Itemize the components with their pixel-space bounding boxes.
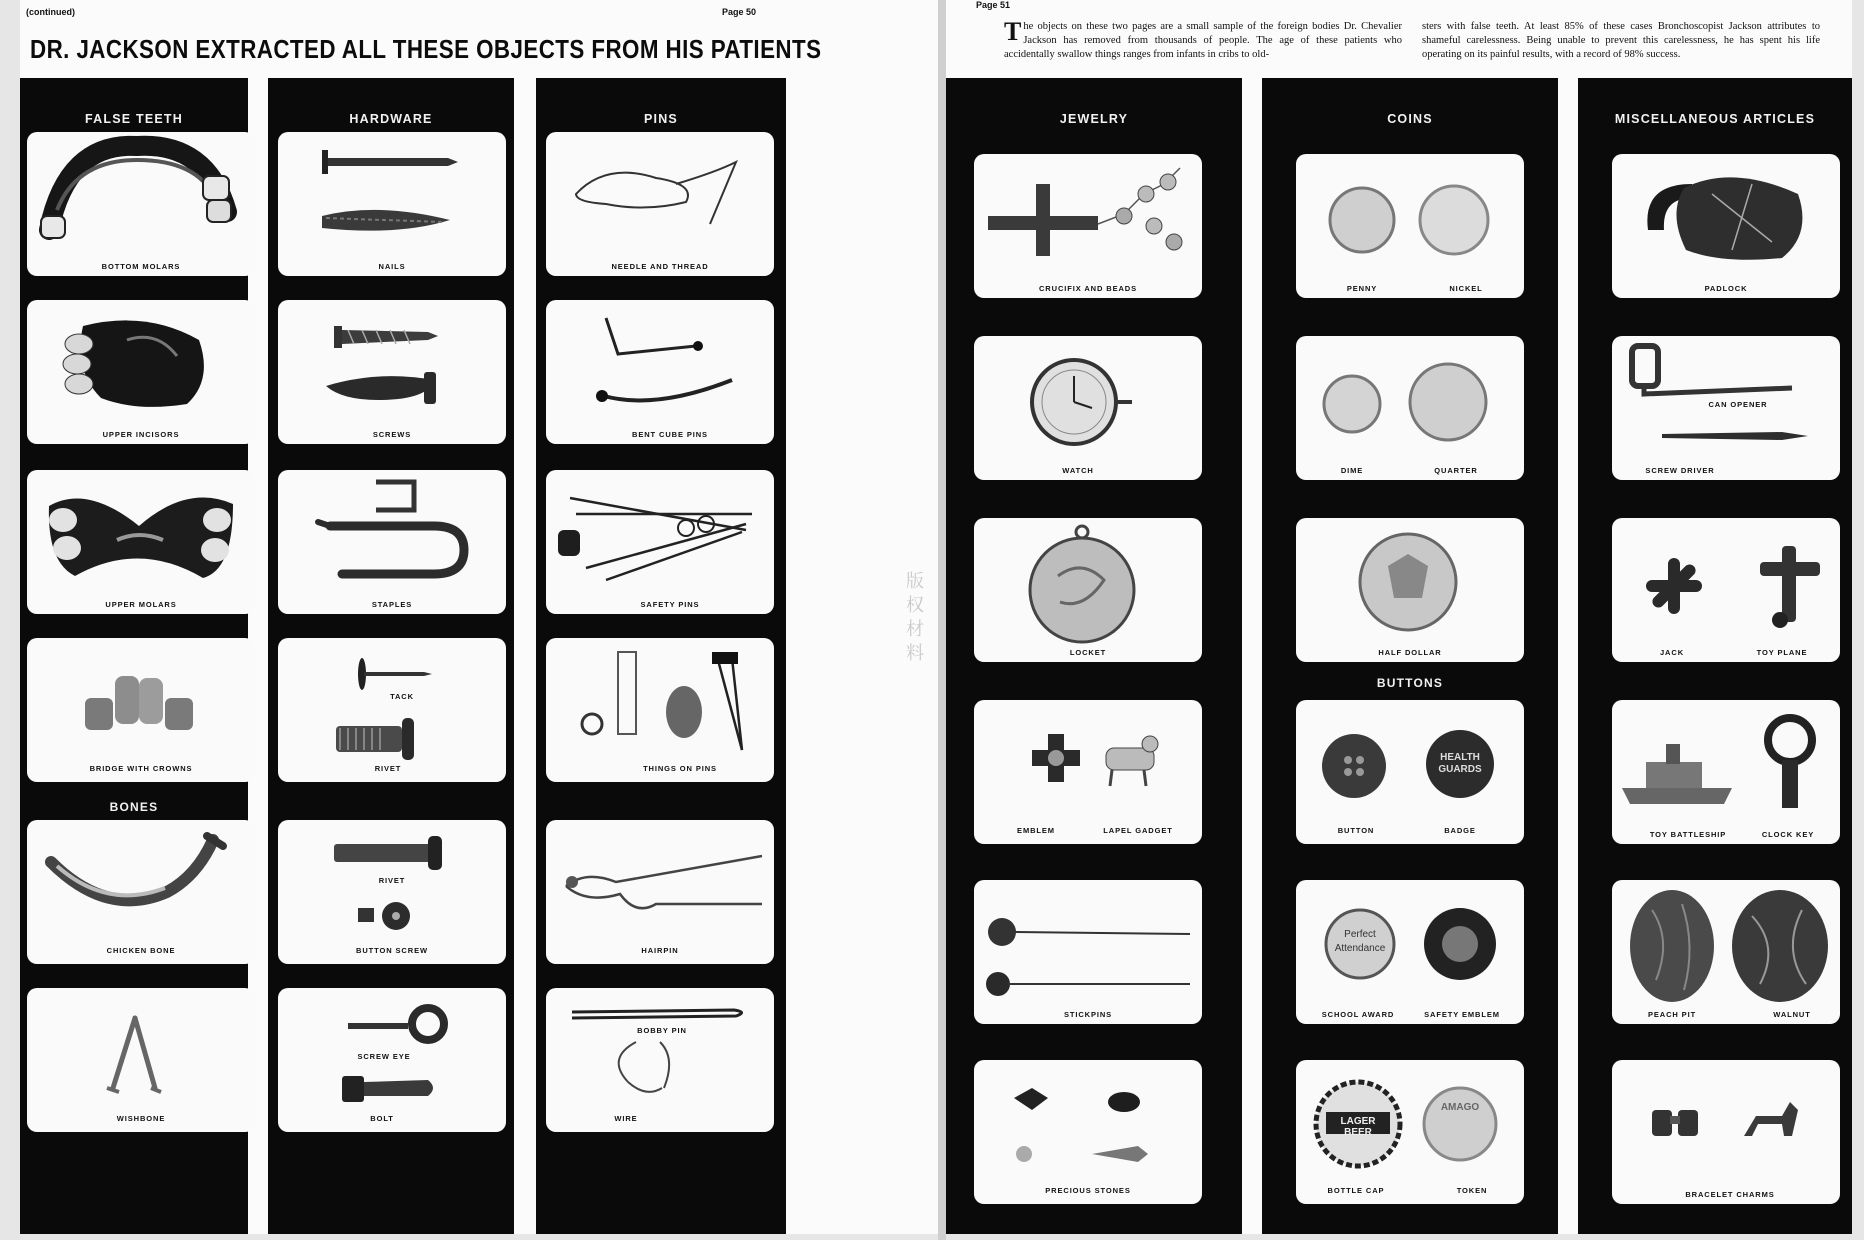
label-bolt: BOLT — [370, 1114, 394, 1123]
page-number-right: Page 51 — [976, 0, 1011, 10]
watermark-text: 版权材料 — [906, 571, 924, 664]
crucifix-and-beads-photo — [974, 154, 1202, 298]
label-tack: TACK — [390, 692, 414, 701]
label-rivet-2: RIVET — [378, 876, 406, 885]
label-padlock: PADLOCK — [1704, 284, 1748, 293]
card-bottom-molars — [27, 132, 255, 276]
label-wire: WIRE — [614, 1114, 638, 1123]
column-false-teeth — [20, 78, 248, 1234]
card-upper-incisors — [27, 300, 255, 444]
card-crucifix-and-beads — [974, 154, 1202, 298]
card-safety-pins — [546, 470, 774, 614]
label-jack: JACK — [1659, 648, 1685, 657]
things-on-pins-photo — [546, 638, 774, 782]
badge-printed-text: HEALTH GUARDS — [1438, 752, 1482, 775]
column-miscellaneous — [1578, 78, 1852, 1234]
card-tack-rivet — [278, 638, 506, 782]
column-title-jewelry: JEWELRY — [1059, 112, 1129, 126]
label-locket: LOCKET — [1069, 648, 1107, 657]
safety-pins-photo — [546, 470, 774, 614]
column-title-pins: PINS — [644, 112, 678, 126]
card-precious-stones — [974, 1060, 1202, 1204]
column-coins — [1262, 78, 1558, 1234]
label-clock-key: CLOCK KEY — [1761, 830, 1815, 839]
card-hairpin — [546, 820, 774, 964]
label-upper-incisors: UPPER INCISORS — [102, 430, 180, 439]
label-screw-driver: SCREW DRIVER — [1645, 466, 1715, 475]
column-title-false-teeth: FALSE TEETH — [85, 112, 183, 126]
label-needle-and-thread: NEEDLE AND THREAD — [611, 262, 709, 271]
label-nickel: NICKEL — [1449, 284, 1483, 293]
label-staples: STAPLES — [371, 600, 413, 609]
intro-paragraph-1 — [1004, 17, 1402, 62]
nails-photo — [278, 132, 506, 276]
label-safety-pins: SAFETY PINS — [640, 600, 700, 609]
chicken-bone-photo — [27, 820, 255, 964]
school-award-printed-text: Perfect Attendance — [1334, 929, 1386, 954]
half-dollar-photo — [1296, 518, 1524, 662]
card-needle-and-thread — [546, 132, 774, 276]
label-toy-plane: TOY PLANE — [1756, 648, 1808, 657]
label-precious-stones: PRECIOUS STONES — [1045, 1186, 1131, 1195]
continued-label: (continued) — [26, 7, 75, 17]
label-stickpins: STICKPINS — [1063, 1010, 1113, 1019]
card-toy-battleship-clock-key — [1612, 700, 1840, 844]
label-hairpin: HAIRPIN — [641, 946, 679, 955]
card-jack-toy-plane — [1612, 518, 1840, 662]
column-jewelry — [946, 78, 1242, 1234]
card-chicken-bone — [27, 820, 255, 964]
label-school-award: SCHOOL AWARD — [1321, 1010, 1395, 1019]
column-hardware — [268, 78, 514, 1234]
upper-incisors-photo — [27, 300, 255, 444]
card-bridge-with-crowns — [27, 638, 255, 782]
card-emblem-lapel — [974, 700, 1202, 844]
label-emblem: EMBLEM — [1017, 826, 1055, 835]
peach-pit-and-walnut-photo — [1612, 880, 1840, 1024]
label-can-opener: CAN OPENER — [1708, 400, 1768, 409]
precious-stones-photo — [974, 1060, 1202, 1204]
label-watch: WATCH — [1062, 466, 1094, 475]
card-upper-molars — [27, 470, 255, 614]
label-safety-emblem: SAFETY EMBLEM — [1424, 1010, 1500, 1019]
card-screw-eye-bolt — [278, 988, 506, 1132]
card-stickpins — [974, 880, 1202, 1024]
label-walnut: WALNUT — [1773, 1010, 1811, 1019]
card-dime-quarter — [1296, 336, 1524, 480]
token-printed-text: AMAGO — [1440, 1102, 1480, 1113]
stickpins-photo — [974, 880, 1202, 1024]
column-subtitle-bones: BONES — [109, 800, 159, 814]
label-badge: BADGE — [1444, 826, 1476, 835]
wishbone-photo — [27, 988, 255, 1132]
label-wishbone: WISHBONE — [116, 1114, 166, 1123]
label-token: TOKEN — [1456, 1186, 1488, 1195]
rivet-and-button-screw-photo — [278, 820, 506, 964]
label-crucifix-and-beads: CRUCIFIX AND BEADS — [1038, 284, 1138, 293]
card-watch — [974, 336, 1202, 480]
column-title-coins: COINS — [1387, 112, 1433, 126]
bobby-pin-and-wire-photo — [546, 988, 774, 1132]
label-bent-cube-pins: BENT CUBE PINS — [632, 430, 708, 439]
label-peach-pit: PEACH PIT — [1647, 1010, 1697, 1019]
card-button-badge — [1296, 700, 1524, 844]
card-penny-nickel — [1296, 154, 1524, 298]
card-locket — [974, 518, 1202, 662]
emblem-and-lapel-gadget-photo — [974, 700, 1202, 844]
dime-and-quarter-photo — [1296, 336, 1524, 480]
right-page — [946, 0, 1852, 1234]
page-headline: DR. JACKSON EXTRACTED ALL THESE OBJECTS FROM HIS PATIENTS — [30, 34, 822, 64]
left-page — [20, 0, 938, 1234]
watch-photo — [974, 336, 1202, 480]
label-things-on-pins: THINGS ON PINS — [643, 764, 717, 773]
page-number-left: Page 50 — [722, 7, 757, 17]
label-screws: SCREWS — [372, 430, 412, 439]
penny-and-nickel-photo — [1296, 154, 1524, 298]
label-screw-eye: SCREW EYE — [357, 1052, 411, 1061]
label-button: BUTTON — [1337, 826, 1375, 835]
card-bent-cube-pins — [546, 300, 774, 444]
card-half-dollar — [1296, 518, 1524, 662]
column-title-hardware: HARDWARE — [349, 112, 433, 126]
label-upper-molars: UPPER MOLARS — [105, 600, 177, 609]
label-bobby-pin: BOBBY PIN — [637, 1026, 687, 1035]
label-bottle-cap: BOTTLE CAP — [1327, 1186, 1385, 1195]
page-gutter — [938, 0, 946, 1240]
column-pins — [536, 78, 786, 1234]
screws-photo — [278, 300, 506, 444]
card-bobby-pin-wire — [546, 988, 774, 1132]
column-subtitle-buttons: BUTTONS — [1376, 676, 1444, 690]
intro-dropcap: T — [1004, 17, 1022, 46]
label-bracelet-charms: BRACELET CHARMS — [1685, 1190, 1775, 1199]
label-bridge-with-crowns: BRIDGE WITH CROWNS — [89, 764, 193, 773]
bracelet-charms-photo — [1612, 1060, 1840, 1204]
tack-and-rivet-photo — [278, 638, 506, 782]
card-things-on-pins — [546, 638, 774, 782]
jack-and-toy-plane-photo — [1612, 518, 1840, 662]
card-padlock — [1612, 154, 1840, 298]
label-penny: PENNY — [1346, 284, 1378, 293]
card-bracelet-charms — [1612, 1060, 1840, 1204]
bottle-cap-printed-text: LAGER BEER — [1340, 1116, 1376, 1138]
intro-text-1: he objects on these two pages are a small sample of the foreign bodies Dr. Chevalier Jackson has removed from thousands of people. The age of these patients who accidentally swallow things ranges from infants in cribs to old- — [1004, 21, 1402, 60]
bottom-molars-photo — [27, 132, 255, 276]
button-and-badge-photo — [1296, 700, 1524, 844]
hairpin-photo — [546, 820, 774, 964]
card-peach-pit-walnut — [1612, 880, 1840, 1024]
card-nails — [278, 132, 506, 276]
card-staples — [278, 470, 506, 614]
card-bottle-cap-token — [1296, 1060, 1524, 1204]
card-rivet-button-screw — [278, 820, 506, 964]
intro-paragraph-2: sters with false teeth. At least 85% of these cases Bronchoscopist Jackson attributes to shameful carelessness. Being unable to prevent this carelessness, he has spent his life operating on its painful results, with a record of 98% success. — [1422, 21, 1820, 60]
label-toy-battleship: TOY BATTLESHIP — [1649, 830, 1727, 839]
card-school-award-safety-emblem — [1296, 880, 1524, 1024]
label-nails: NAILS — [378, 262, 406, 271]
label-chicken-bone: CHICKEN BONE — [106, 946, 176, 955]
label-button-screw: BUTTON SCREW — [356, 946, 428, 955]
toy-battleship-and-clock-key-photo — [1612, 700, 1840, 844]
card-wishbone — [27, 988, 255, 1132]
padlock-photo — [1612, 154, 1840, 298]
card-can-opener-screw-driver — [1612, 336, 1840, 480]
label-lapel-gadget: LAPEL GADGET — [1103, 826, 1173, 835]
card-screws — [278, 300, 506, 444]
label-quarter: QUARTER — [1434, 466, 1478, 475]
bent-cube-pins-photo — [546, 300, 774, 444]
label-rivet: RIVET — [374, 764, 402, 773]
label-half-dollar: HALF DOLLAR — [1378, 648, 1442, 657]
label-bottom-molars: BOTTOM MOLARS — [101, 262, 181, 271]
school-award-and-safety-emblem-photo — [1296, 880, 1524, 1024]
upper-molars-photo — [27, 470, 255, 614]
staples-photo — [278, 470, 506, 614]
needle-and-thread-photo — [546, 132, 774, 276]
label-dime: DIME — [1340, 466, 1364, 475]
bridge-with-crowns-photo — [27, 638, 255, 782]
locket-photo — [974, 518, 1202, 662]
column-title-miscellaneous: MISCELLANEOUS ARTICLES — [1614, 112, 1816, 126]
